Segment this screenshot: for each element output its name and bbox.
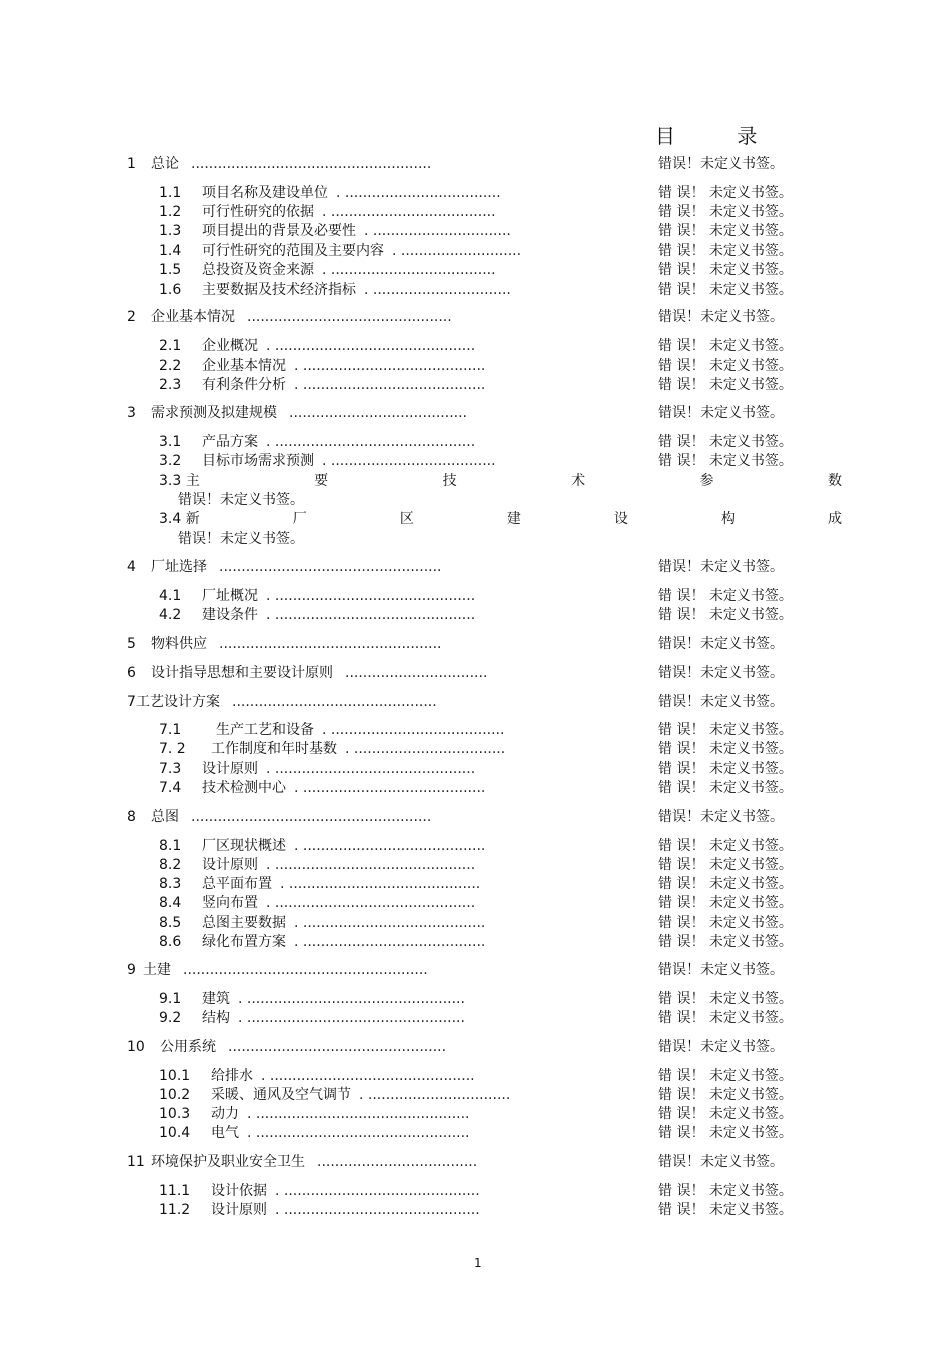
toc-leader-dots: . ............................................ [275, 1183, 480, 1199]
toc-entry-label-part: 构 [720, 511, 735, 527]
toc-leader-dots: . ......................................... [294, 838, 486, 854]
toc-entry-label: 企业基本情况 [202, 358, 286, 374]
toc-entry-number: 7.1 [159, 722, 182, 738]
toc-entry-number: 4.2 [159, 607, 182, 623]
toc-entry-label: 给排水 [211, 1068, 253, 1084]
toc-entry-number: 4 [127, 559, 136, 575]
toc-leader-dots: ........................................ [289, 405, 468, 421]
toc-leader-dots: .................................... [317, 1154, 478, 1170]
toc-entry-page-ref: 错 误！ 未定义书签。 [658, 204, 793, 220]
toc-entry-number: 1.3 [159, 223, 182, 239]
toc-entry-page-ref: 错 误！ 未定义书签。 [658, 991, 793, 1007]
toc-entry-label: 设计原则 [211, 1202, 267, 1218]
toc-leader-dots: . ................................................ [247, 1106, 470, 1122]
toc-leader-dots: .................................................. [219, 559, 442, 575]
toc-entry-number: 8.1 [159, 838, 182, 854]
toc-entry-page-ref: 错 误！ 未定义书签。 [658, 915, 793, 931]
toc-entry-label: 项目提出的背景及必要性 [202, 223, 356, 239]
toc-entry-page-ref: 错误！未定义书签。 [658, 156, 784, 172]
toc-leader-dots: . ........................... [392, 243, 522, 259]
toc-entry-page-ref: 错 误！ 未定义书签。 [658, 838, 793, 854]
toc-entry-number: 1.5 [159, 262, 182, 278]
toc-leader-dots: . ............................... [364, 282, 511, 298]
toc-entry-label-part: 术 [571, 473, 586, 489]
toc-leader-dots: .............................................. [232, 694, 437, 710]
toc-entry-number: 2.3 [159, 377, 182, 393]
toc-entry-page-ref: 错误！未定义书签。 [658, 694, 784, 710]
toc-entry-page-ref: 错 误！ 未定义书签。 [658, 223, 793, 239]
toc-entry-number: 11.1 [159, 1183, 191, 1199]
toc-entry-page-ref: 错误！未定义书签。 [178, 492, 304, 508]
toc-leader-dots: . ......................................... [294, 915, 486, 931]
toc-entry-label: 动力 [211, 1106, 239, 1122]
toc-leader-dots: . ................................ [359, 1087, 511, 1103]
toc-entry-page-ref: 错 误！ 未定义书签。 [658, 857, 793, 873]
toc-entry-label: 工艺设计方案 [136, 694, 220, 710]
toc-entry-number: 3 [127, 405, 136, 421]
toc-entry-page-ref: 错误！未定义书签。 [658, 636, 784, 652]
toc-entry-label-part: 厂 [292, 511, 307, 527]
toc-entry-number: 9 [127, 962, 136, 978]
toc-entry-label-part: 要 [314, 473, 329, 489]
toc-entry-label: 设计原则 [202, 761, 258, 777]
toc-entry-page-ref: 错 误！ 未定义书签。 [658, 1106, 793, 1122]
toc-entry-number: 8.4 [159, 895, 182, 911]
toc-entry-number: 3.2 [159, 453, 182, 469]
toc-entry-label: 总论 [151, 156, 179, 172]
toc-entry-label-part: 技 [442, 473, 457, 489]
page-number: 1 [474, 1256, 482, 1270]
toc-entry-page-ref: 错误！未定义书签。 [658, 665, 784, 681]
toc-entry-page-ref: 错 误！ 未定义书签。 [658, 1125, 793, 1141]
toc-entry-number: 10 [127, 1039, 145, 1055]
toc-entry-label: 建筑 [202, 991, 230, 1007]
toc-entry-page-ref: 错 误！ 未定义书签。 [658, 243, 793, 259]
toc-entry-number: 10.2 [159, 1087, 191, 1103]
toc-entry-number: 10.3 [159, 1106, 191, 1122]
toc-leader-dots: . ............................................ [275, 1202, 480, 1218]
toc-entry-label-part: 区 [399, 511, 414, 527]
toc-entry-label: 设计原则 [202, 857, 258, 873]
toc-entry-label: 总平面布置 [202, 876, 272, 892]
toc-entry-label: 物料供应 [151, 636, 207, 652]
toc-entry-page-ref: 错误！未定义书签。 [178, 531, 304, 547]
toc-entry-label-part: 参 [699, 473, 714, 489]
toc-entry-number: 8 [127, 809, 136, 825]
toc-entry-label: 土建 [143, 962, 171, 978]
toc-entry-number: 11.2 [159, 1202, 191, 1218]
toc-entry-label: 工作制度和年时基数 [211, 741, 337, 757]
toc-entry-label: 结构 [202, 1010, 230, 1026]
toc-leader-dots: . ................................................. [238, 1010, 465, 1026]
toc-leader-dots: ...................................................... [191, 809, 432, 825]
toc-entry-label: 产品方案 [202, 434, 258, 450]
toc-entry-number: 4.1 [159, 588, 182, 604]
toc-entry-page-ref: 错 误！ 未定义书签。 [658, 780, 793, 796]
toc-entry-label: 采暖、通风及空气调节 [211, 1087, 351, 1103]
toc-entry-label: 项目名称及建设单位 [202, 185, 328, 201]
toc-entry-number: 5 [127, 636, 136, 652]
toc-entry-label: 技术检测中心 [202, 780, 286, 796]
toc-entry-page-ref: 错 误！ 未定义书签。 [658, 1068, 793, 1084]
toc-entry-number: 2 [127, 309, 136, 325]
toc-entry-page-ref: 错 误！ 未定义书签。 [658, 358, 793, 374]
toc-entry-page-ref: 错 误！ 未定义书签。 [658, 876, 793, 892]
toc-entry-label-part: 数 [827, 473, 842, 489]
toc-entry-number: 8.5 [159, 915, 182, 931]
toc-entry-label: 需求预测及拟建规模 [151, 405, 277, 421]
toc-entry-number: 7. 2 [159, 741, 186, 757]
toc-entry-page-ref: 错 误！ 未定义书签。 [658, 1183, 793, 1199]
toc-entry-label: 公用系统 [160, 1039, 216, 1055]
toc-leader-dots: . ................................................. [238, 991, 465, 1007]
toc-leader-dots: . ............................... [364, 223, 511, 239]
toc-leader-dots: . .............................................. [261, 1068, 475, 1084]
toc-leader-dots: . ......................................... [294, 780, 486, 796]
toc-leader-dots: . ............................................. [266, 761, 476, 777]
toc-entry-label: 主要数据及技术经济指标 [202, 282, 356, 298]
toc-entry-number: 1 [127, 156, 136, 172]
toc-leader-dots: . ............................................. [266, 588, 476, 604]
toc-entry-label: 可行性研究的范围及主要内容 [202, 243, 384, 259]
toc-entry-page-ref: 错 误！ 未定义书签。 [658, 185, 793, 201]
toc-entry-page-ref: 错误！未定义书签。 [658, 309, 784, 325]
toc-entry-label: 总图主要数据 [202, 915, 286, 931]
toc-entry-number: 2.1 [159, 338, 182, 354]
toc-entry-page-ref: 错 误！ 未定义书签。 [658, 761, 793, 777]
toc-entry-page-ref: 错 误！ 未定义书签。 [658, 282, 793, 298]
toc-entry-label: 设计依据 [211, 1183, 267, 1199]
toc-leader-dots: ....................................................... [183, 962, 428, 978]
toc-entry-number: 1.6 [159, 282, 182, 298]
toc-entry-number: 9.2 [159, 1010, 182, 1026]
toc-entry-number: 7.3 [159, 761, 182, 777]
toc-entry-label: 设计指导思想和主要设计原则 [151, 665, 333, 681]
toc-entry-page-ref: 错误！未定义书签。 [658, 1154, 784, 1170]
toc-entry-number: 1.2 [159, 204, 182, 220]
toc-entry-number: 10.1 [159, 1068, 191, 1084]
toc-leader-dots: . ....................................... [322, 722, 505, 738]
toc-entry-label: 绿化布置方案 [202, 934, 286, 950]
toc-leader-dots: . ............................................. [266, 857, 476, 873]
toc-entry-number: 2.2 [159, 358, 182, 374]
toc-leader-dots: . ................................... [336, 185, 501, 201]
toc-leader-dots: . ............................................. [266, 895, 476, 911]
toc-entry-page-ref: 错 误！ 未定义书签。 [658, 934, 793, 950]
toc-entry-page-ref: 错 误！ 未定义书签。 [658, 453, 793, 469]
toc-entry-page-ref: 错误！未定义书签。 [658, 405, 784, 421]
toc-leader-dots: ................................................. [228, 1039, 447, 1055]
toc-entry-page-ref: 错误！未定义书签。 [658, 559, 784, 575]
toc-leader-dots: ...................................................... [191, 156, 432, 172]
toc-leader-dots: . ................................................ [247, 1125, 470, 1141]
toc-entry-label: 建设条件 [202, 607, 258, 623]
toc-entry-page-ref: 错 误！ 未定义书签。 [658, 607, 793, 623]
toc-entry-number: 8.2 [159, 857, 182, 873]
toc-leader-dots: . ............................................. [266, 434, 476, 450]
toc-entry-number: 8.6 [159, 934, 182, 950]
toc-entry-page-ref: 错 误！ 未定义书签。 [658, 1202, 793, 1218]
toc-leader-dots: . ......................................... [294, 934, 486, 950]
toc-leader-dots: ................................ [345, 665, 488, 681]
toc-entry-label-part: 建 [506, 511, 521, 527]
toc-entry-page-ref: 错 误！ 未定义书签。 [658, 338, 793, 354]
toc-leader-dots: . ..................................... [322, 453, 496, 469]
toc-entry-page-ref: 错误！未定义书签。 [658, 1039, 784, 1055]
toc-entry-label: 竖向布置 [202, 895, 258, 911]
toc-entry-label: 环境保护及职业安全卫生 [151, 1154, 305, 1170]
toc-entry-label: 可行性研究的依据 [202, 204, 314, 220]
toc-entry-label: 电气 [211, 1125, 239, 1141]
toc-entry-label-part: 3.4 新 [159, 511, 200, 527]
toc-entry-number: 1.4 [159, 243, 182, 259]
toc-leader-dots: .................................................. [219, 636, 442, 652]
toc-entry-label-part: 成 [828, 511, 842, 527]
toc-entry-number: 3.1 [159, 434, 182, 450]
toc-entry-number: 8.3 [159, 876, 182, 892]
toc-entry-page-ref: 错 误！ 未定义书签。 [658, 262, 793, 278]
toc-entry-number: 11 [127, 1154, 145, 1170]
toc-leader-dots: . ............................................. [266, 607, 476, 623]
toc-entry-page-ref: 错误！未定义书签。 [658, 962, 784, 978]
toc-entry-label: 有利条件分析 [202, 377, 286, 393]
toc-entry-label: 企业概况 [202, 338, 258, 354]
toc-entry-page-ref: 错 误！ 未定义书签。 [658, 895, 793, 911]
toc-entry-number: 7.4 [159, 780, 182, 796]
toc-leader-dots: . ..................................... [322, 262, 496, 278]
toc-entry-page-ref: 错误！未定义书签。 [658, 809, 784, 825]
toc-entry-page-ref: 错 误！ 未定义书签。 [658, 1010, 793, 1026]
toc-entry-justified[interactable] [159, 472, 842, 490]
toc-entry-number: 10.4 [159, 1125, 191, 1141]
toc-entry-number: 9.1 [159, 991, 182, 1007]
toc-entry-justified[interactable] [159, 510, 842, 528]
toc-entry-label: 企业基本情况 [151, 309, 235, 325]
toc-entry-label: 总图 [151, 809, 179, 825]
toc-entry-label: 厂址概况 [202, 588, 258, 604]
toc-entry-page-ref: 错 误！ 未定义书签。 [658, 722, 793, 738]
toc-entry-label-part: 设 [613, 511, 628, 527]
toc-leader-dots: . ......................................... [294, 377, 486, 393]
toc-leader-dots: .............................................. [247, 309, 452, 325]
toc-leader-dots: . ............................................. [266, 338, 476, 354]
toc-entry-label: 生产工艺和设备 [216, 722, 314, 738]
toc-leader-dots: . ..................................... [322, 204, 496, 220]
toc-entry-label: 目标市场需求预测 [202, 453, 314, 469]
toc-entry-page-ref: 错 误！ 未定义书签。 [658, 1087, 793, 1103]
toc-title: 目 录 [655, 124, 786, 148]
toc-entry-page-ref: 错 误！ 未定义书签。 [658, 741, 793, 757]
toc-entry-label: 厂区现状概述 [202, 838, 286, 854]
toc-leader-dots: . ......................................... [294, 358, 486, 374]
toc-entry-label: 总投资及资金来源 [202, 262, 314, 278]
toc-entry-number: 7 [127, 694, 136, 710]
toc-entry-page-ref: 错 误！ 未定义书签。 [658, 377, 793, 393]
toc-entry-number: 6 [127, 665, 136, 681]
toc-entry-label-part: 3.3 主 [159, 473, 200, 489]
toc-leader-dots: . .................................. [345, 741, 506, 757]
toc-entry-page-ref: 错 误！ 未定义书签。 [658, 588, 793, 604]
toc-entry-number: 1.1 [159, 185, 182, 201]
toc-leader-dots: . ........................................... [280, 876, 481, 892]
toc-entry-label: 厂址选择 [151, 559, 207, 575]
toc-entry-page-ref: 错 误！ 未定义书签。 [658, 434, 793, 450]
